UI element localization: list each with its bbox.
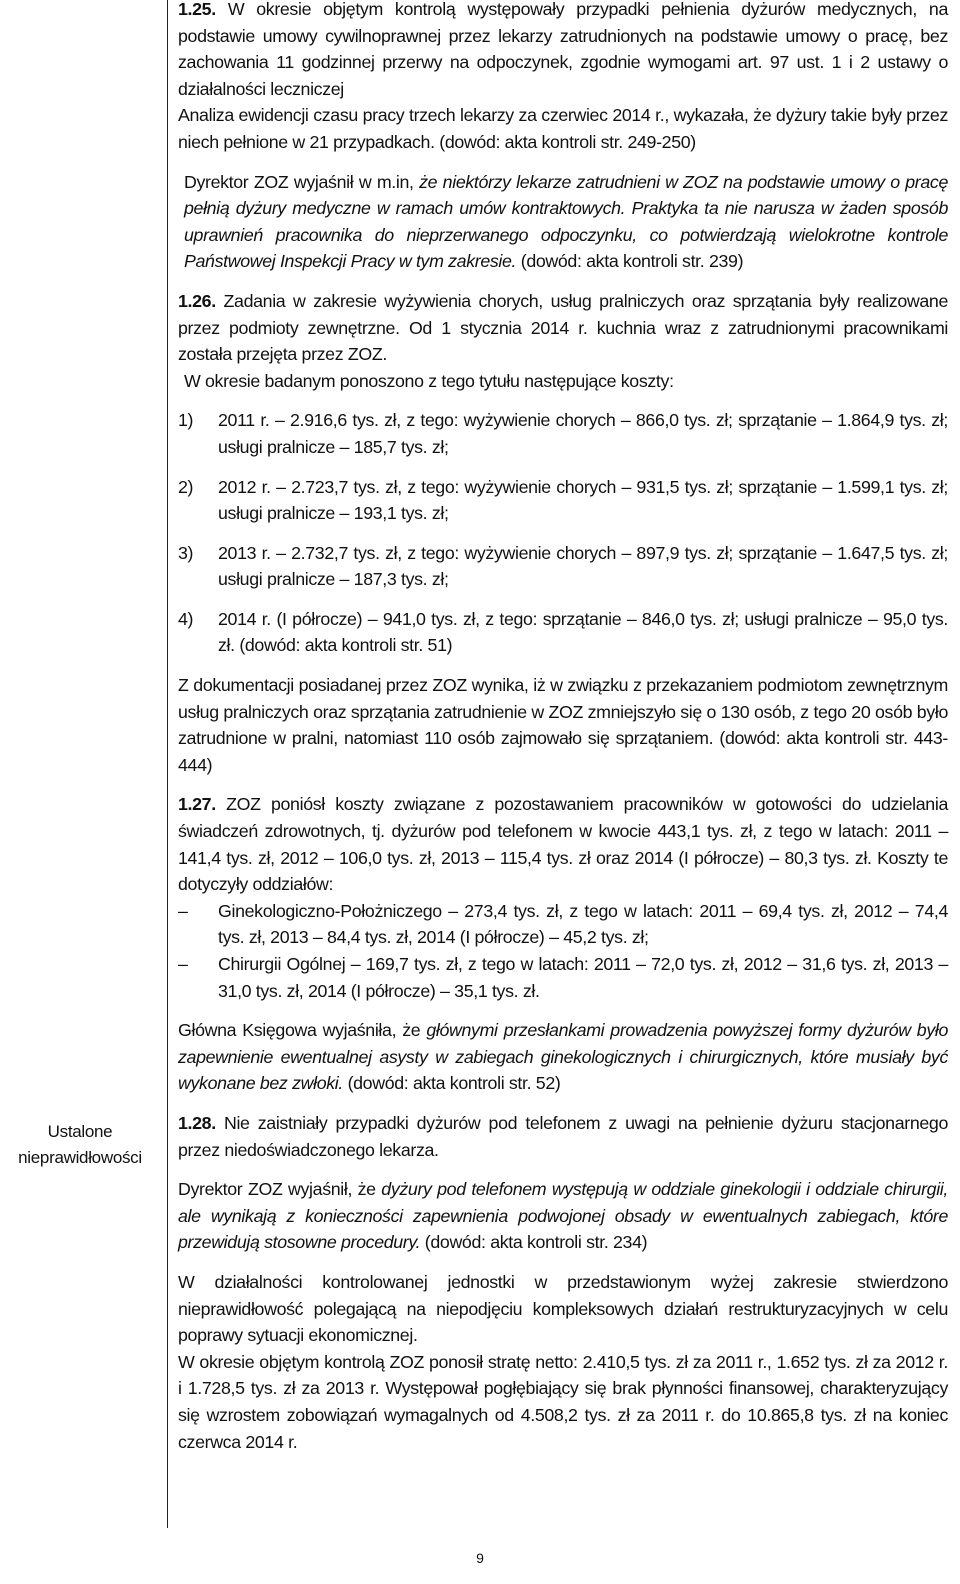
explanation-lead: Główna Księgowa wyjaśniła, że <box>178 1020 427 1041</box>
cost-number: 4) <box>178 608 194 629</box>
cost-item <box>178 540 948 593</box>
section-1-27-chief-accountant <box>178 1017 948 1097</box>
section-1-26-employment: Z dokumentacji posiadanej przez ZOZ wynika, iż w związku z przekazaniem podmiotom zewnętrznym usług pralniczych oraz sprzątania zatrudnienie w ZOZ zmniejszyło się o 130 osób, z tego 20 osób było zatrudnione w pralni, natomiast 110 osób zajmowało się sprzątaniem. (dowód: akta kontroli str. 443-444) <box>178 675 948 775</box>
cost-text: 2012 r. – 2.723,7 tys. zł, z tego: wyżywienie chorych – 931,5 tys. zł; sprzątanie – 1.599,1 tys. zł; usługi pralnicze – 193,1 tys. zł; <box>218 476 948 524</box>
section-text: Nie zaistniały przypadki dyżurów pod telefonem z uwagi na pełnienie dyżuru stacjonarnego przez niedoświadczonego lekarza. <box>178 1112 948 1160</box>
cost-number: 3) <box>178 542 194 563</box>
explanation-lead: Dyrektor ZOZ wyjaśnił w m.in, <box>184 171 420 192</box>
section-1-25-analysis: Analiza ewidencji czasu pracy trzech lekarzy za czerwiec 2014 r., wykazała, że dyżury takie były przez niech pełnione w 21 przypadkach. (dowód: akta kontroli str. 249-250) <box>178 105 948 152</box>
section-number: 1.27. <box>178 794 216 815</box>
section-1-25-director-explanation <box>178 169 948 275</box>
evidence-reference: (dowód: akta kontroli str. 234) <box>420 1232 648 1253</box>
evidence-reference: (dowód: akta kontroli str. 239) <box>516 251 744 272</box>
cost-text: 2013 r. – 2.732,7 tys. zł, z tego: wyżywienie chorych – 897,9 tys. zł; sprzątanie – 1.647,5 tys. zł; usługi pralnicze – 187,3 tys. zł; <box>218 542 948 590</box>
findings-financial-loss: W okresie objętym kontrolą ZOZ ponosił stratę netto: 2.410,5 tys. zł za 2011 r., 1.652 tys. zł za 2012 r. i 1.728,5 tys. zł za 2013 r. Występował pogłębiający się brak płynności finansowej, charakteryzujący się wzrostem zobowiązań wymagalnych od 4.508,2 tys. zł za 2011 r. do 10.865,8 tys. zł na koniec czerwca 2014 r. <box>178 1351 948 1452</box>
cost-item <box>178 407 948 460</box>
explanation-lead: Dyrektor ZOZ wyjaśnił, że <box>178 1179 382 1200</box>
page-number: 9 <box>476 1550 484 1566</box>
section-1-28-director-explanation <box>178 1176 948 1256</box>
section-number: 1.28. <box>178 1112 216 1133</box>
list-item-text: Chirurgii Ogólnej – 169,7 tys. zł, z tego w latach: 2011 – 72,0 tys. zł, 2012 – 31,6 tys. zł, 2013 – 31,0 tys. zł, 2014 (I półrocze) – 35,1 tys. zł. <box>218 954 948 1001</box>
cost-item <box>178 474 948 527</box>
section-1-26-paragraph <box>178 288 948 368</box>
list-item <box>178 898 948 951</box>
explanation-quote: że niektórzy lekarze zatrudnieni w ZOZ na podstawie umowy o pracę pełnią dyżury medyczne w ramach umów kontraktowych. Praktyka ta nie narusza w żaden sposób uprawnień pracownika do nieprzerwanego odpoczynku, co potwierdzają wielokrotne kontrole Państwowej Inspekcji Pracy w tym zakresie. <box>184 171 948 272</box>
dash-marker: – <box>178 954 188 974</box>
section-1-28-paragraph <box>178 1110 948 1163</box>
list-item-text: Ginekologiczno-Położniczego – 273,4 tys. zł, z tego w latach: 2011 – 69,4 tys. zł, 2012 – 74,4 tys. zł, 2013 – 84,4 tys. zł, 2014 (I półrocze) – 45,2 tys. zł; <box>218 900 948 948</box>
explanation-quote: dyżury pod telefonem występują w oddziale ginekologii i oddziale chirurgii, ale wynikają z konieczności zapewnienia podwojonej obsady w ewentualnych zabiegach, które przewidują stosowne procedury. <box>178 1179 948 1253</box>
section-1-25-paragraph <box>178 0 948 102</box>
section-number: 1.25. <box>178 0 216 19</box>
list-item <box>178 951 948 1004</box>
margin-divider <box>167 0 168 1528</box>
findings-paragraph: W działalności kontrolowanej jednostki w przedstawionym wyżej zakresie stwierdzono nieprawidłowość polegającą na niepodjęciu kompleksowych działań restrukturyzacyjnych w celu poprawy sytuacji ekonomicznej. <box>178 1271 948 1346</box>
section-number: 1.26. <box>178 290 216 311</box>
evidence-reference: (dowód: akta kontroli str. 52) <box>342 1073 561 1094</box>
dash-marker: – <box>178 900 188 921</box>
section-1-27-paragraph <box>178 791 948 897</box>
section-text: Zadania w zakresie wyżywienia chorych, usług pralniczych oraz sprzątania były realizowane przez podmioty zewnętrzne. Od 1 stycznia 2014 r. kuchnia wraz z zatrudnionymi pracownikami została przejęta przez ZOZ. <box>178 290 948 365</box>
cost-number: 1) <box>178 410 194 431</box>
cost-number: 2) <box>178 476 194 497</box>
document-body <box>178 0 948 1455</box>
section-text: W okresie objętym kontrolą występowały przypadki pełnienia dyżurów medycznych, na podstawie umowy cywilnoprawnej przez lekarzy zatrudnionych na podstawie umowy o pracę, bez zachowania 11 godzinnej przerwy na odpoczynek, zgodnie wymogami art. 97 ust. 1 i 2 ustawy o działalności leczniczej <box>178 0 948 99</box>
cost-text: 2011 r. – 2.916,6 tys. zł, z tego: wyżywienie chorych – 866,0 tys. zł; sprzątanie – 1.864,9 tys. zł; usługi pralnicze – 185,7 tys. zł; <box>218 410 948 457</box>
section-text: ZOZ poniósł koszty związane z pozostawaniem pracowników w gotowości do udzielania świadczeń zdrowotnych, tj. dyżurów pod telefonem w kwocie 443,1 tys. zł, z tego w latach: 2011 – 141,4 tys. zł, 2012 – 106,0 tys. zł, 2013 – 115,4 tys. zł oraz 2014 (I półrocze) – 80,3 tys. zł. Koszty te dotyczyły oddziałów: <box>178 794 948 895</box>
explanation-quote: głównymi przesłankami prowadzenia powyższej formy dyżurów było zapewnienie ewentualnej asysty w zabiegach ginekologicznych i chirurgicznych, które musiały być wykonane bez zwłoki. <box>178 1020 949 1094</box>
cost-text: 2014 r. (I półrocze) – 941,0 tys. zł, z tego: sprzątanie – 846,0 tys. zł; usługi pralnicze – 95,0 tys. zł. (dowód: akta kontroli str. 51) <box>218 608 948 656</box>
section-1-26-costs-intro: W okresie badanym ponoszono z tego tytułu następujące koszty: <box>184 370 674 391</box>
cost-item <box>178 606 948 659</box>
side-label-findings: Ustalone nieprawidłowości <box>18 1122 142 1167</box>
